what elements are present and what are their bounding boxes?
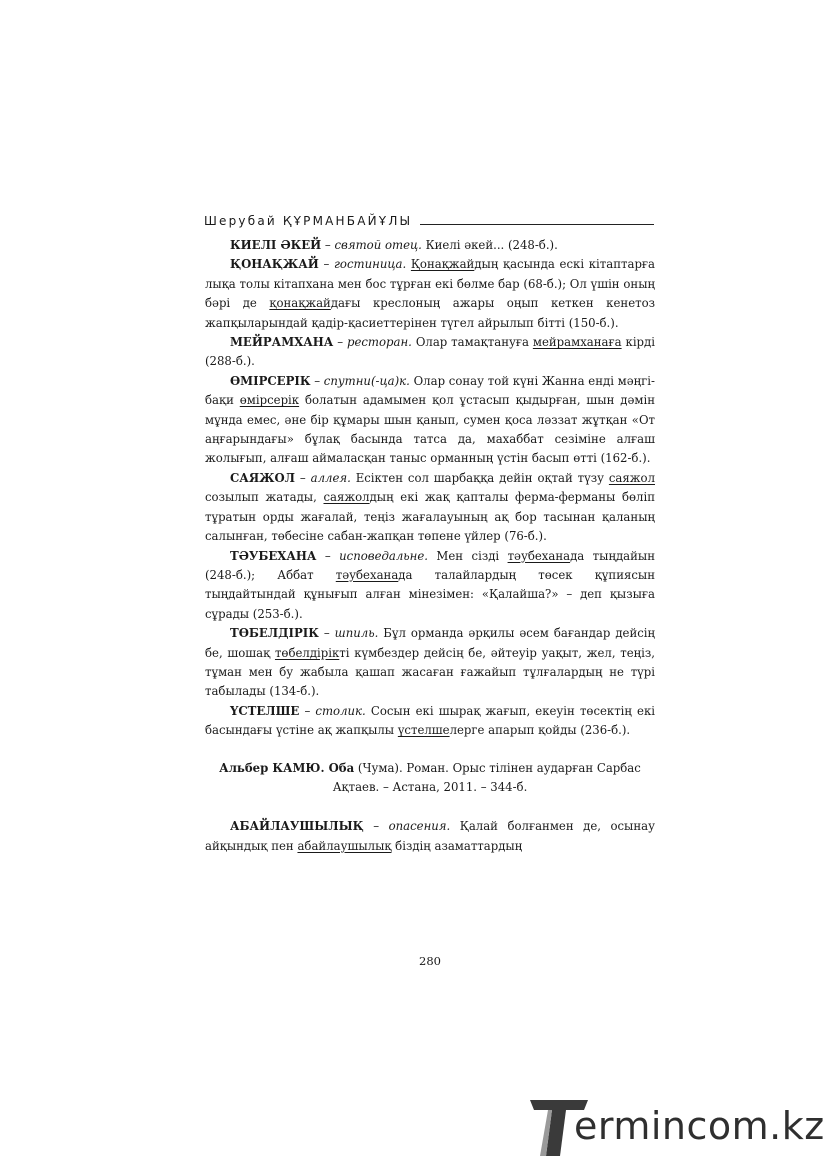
underlined-term: мейрамханаға — [532, 335, 622, 350]
underlined-term: тәубехана — [507, 548, 571, 563]
entry-translation: святой отец. — [334, 238, 422, 252]
logo-wordmark: ermincom.kz — [574, 1104, 825, 1148]
underlined-term: саяжол — [608, 470, 655, 485]
entry-headword: КИЕЛІ ӘКЕЙ — [230, 238, 322, 252]
book-details: (Чума). Роман. Орыс тілінен аударған Сарбас Ақтаев. – Астана, 2011. – 344-б. — [332, 760, 641, 794]
underlined-term: төбелдірік — [274, 645, 340, 660]
underlined-term: абайлаушылық — [297, 838, 392, 853]
entry-translation: исповедальне. — [339, 548, 428, 563]
entry-headword: ҚОНАҚЖАЙ — [230, 257, 319, 272]
entry-kieli-akei: КИЕЛІ ӘКЕЙ – святой отец. Киелі әкей... (248-б.). — [230, 238, 558, 252]
page-number: 280 — [419, 954, 441, 968]
underlined-term: үстелше — [397, 723, 450, 738]
underlined-term: Қонақжай — [410, 257, 475, 272]
entry-headword: ТӨБЕЛДІРІК — [230, 626, 319, 641]
entry-meiramkhana: МЕЙРАМХАНА – ресторан. Олар тамақтануға мейрамханаға кірді (288-б.). — [205, 335, 655, 369]
header-author: Шерубай ҚҰРМАНБАЙҰЛЫ — [204, 214, 413, 228]
book-citation — [205, 759, 655, 798]
entry-headword: ҮСТЕЛШЕ — [230, 703, 300, 718]
entry-translation: шпиль. — [334, 626, 379, 641]
entry-headword: ӨМІРСЕРІК — [230, 373, 311, 388]
entry-omirserik: ӨМІРСЕРІК – спутни(-ца)к. Олар сонау той күні Жанна енді мәңгі-бақи өмірсерік болатын адамымен қол ұстасып қыдырған, шын дәмін мұнда емес, әне бір құмары шын қанып, сумен қоса ләззат жұтқан «От аңғарындағы» бұлақ басында татса да, махаббат сезіміне алғаш жолығып, алғаш аймаласқан таныс орманның үстін басып өтті (162-б.). — [205, 373, 656, 466]
book-title: Оба — [324, 760, 355, 775]
running-header — [204, 214, 654, 228]
entry-abailaushylyk: АБАЙЛАУШЫЛЫҚ – опасения. Қалай болғанмен де, осынау айқындық пен абайлаушылық біздің азаматтардың — [205, 819, 655, 853]
dictionary-text — [205, 236, 655, 856]
entry-konakzhai: ҚОНАҚЖАЙ – гостиница. Қонақжайдың қасында ескі кітаптарға лықа толы кітапхана мен бос тұрған екі бөлме бар (68-б.); Ол үшін оның бәрі де қонақжайдағы креслоның ажары оңып кеткен кенетоз жапқыларындай қадір-қасиеттерінен түгел айрылып бітті (150-б.). — [205, 257, 656, 330]
entry-sayazhol: САЯЖОЛ – аллея. Есіктен сол шарбаққа дейін оқтай түзу саяжол созылып жатады, саяжолдың екі жақ қапталы ферма-ферманы бөліп тұратын орды жағалай, теңіз жағалауының ақ бор тасынан қаланың салынған, төбесіне сабан-жапқан төпене үйлер (76-б.). — [205, 470, 656, 544]
entry-translation: опасения. — [388, 819, 451, 834]
entry-translation: аллея. — [310, 470, 351, 485]
entry-headword: МЕЙРАМХАНА — [230, 335, 334, 350]
underlined-term: тәубехана — [335, 567, 399, 582]
underlined-term: саяжол — [323, 490, 370, 505]
entry-translation: спутни(-ца)к. — [323, 373, 410, 388]
underlined-term: өмірсерік — [239, 393, 300, 408]
entry-translation: гостиница. — [334, 257, 407, 272]
entry-headword: АБАЙЛАУШЫЛЫҚ — [230, 819, 364, 834]
entry-taubekhana: ТӘУБЕХАНА – исповедальне. Мен сізді тәубеханада тыңдайын (248-б.); Аббат тәубеханада талайлардың төсек құпиясын тыңдайтындай құнығып алған мінезімен: «Қалайша?» – деп қызыға сұрады (253-б.). — [205, 548, 655, 621]
underlined-term: қонақжай — [269, 296, 331, 311]
header-rule — [420, 224, 654, 225]
entry-headword: САЯЖОЛ — [230, 470, 295, 485]
entry-translation: столик. — [315, 703, 366, 718]
entry-translation: ресторан. — [346, 335, 412, 350]
entry-tobeldirik: ТӨБЕЛДІРІК – шпиль. Бұл орманда әрқилы әсем бағандар дейсің бе, шошақ төбелдірікті күмбездер дейсің бе, әйтеуір уақыт, жел, теңіз, тұман мен бу жабыла қашап жасаған ғажайып тұлғалардың не түрі табылады (134-б.). — [205, 626, 656, 699]
entry-ustelshe: ҮСТЕЛШЕ – столик. Сосын екі шырақ жағып, екеуін төсектің екі басындағы үстіне ақ жапқылы үстелшелерге апарып қойды (236-б.). — [205, 703, 655, 738]
termincom-logo — [530, 1098, 825, 1160]
entry-headword: ТӘУБЕХАНА — [230, 548, 317, 563]
book-author: Альбер КАМЮ. — [219, 760, 325, 775]
